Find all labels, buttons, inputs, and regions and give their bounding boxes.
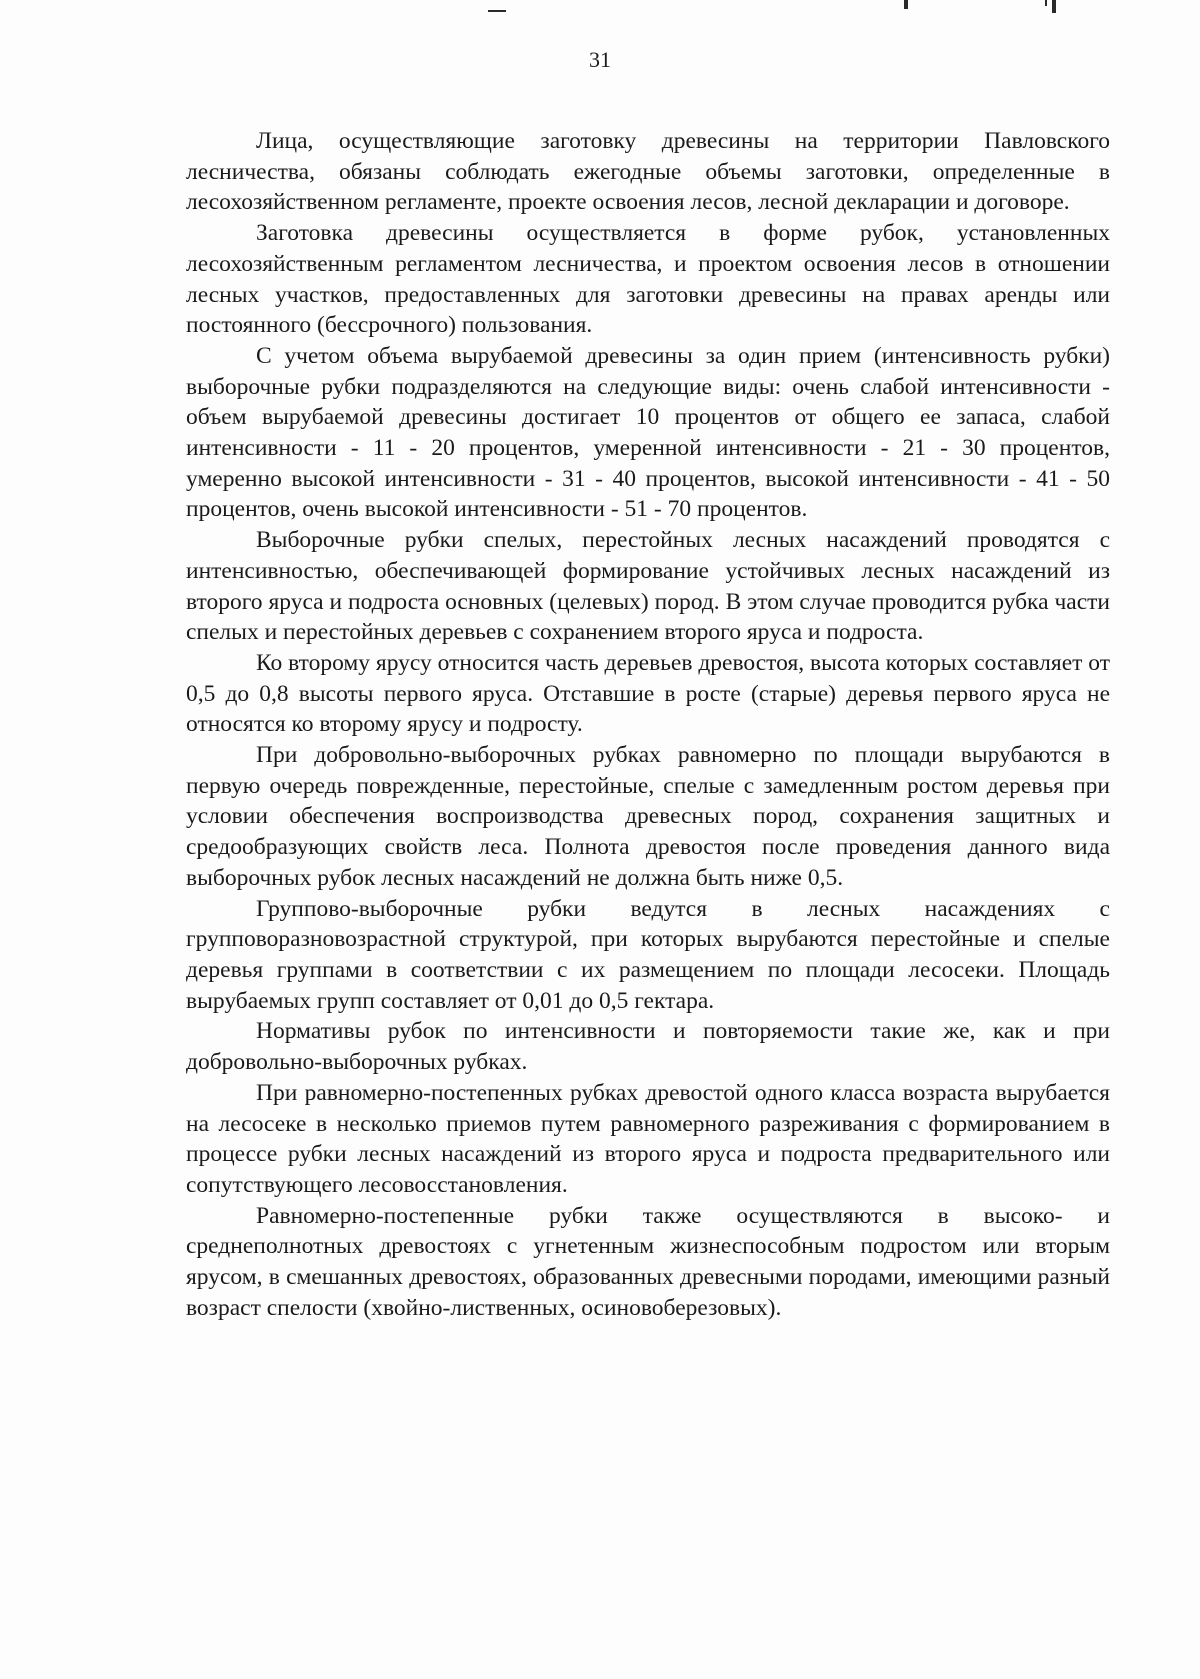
scan-artifact — [1045, 0, 1047, 6]
paragraph: Заготовка древесины осуществляется в форме рубок, установленных лесохозяйственным регламентом лесничества, и проектом освоения лесов в отношении лесных участков, предоставленных для заготовки древесины на правах аренды или постоянного (бессрочного) пользования. — [186, 220, 1110, 339]
scan-artifact — [904, 0, 908, 9]
body-text — [186, 126, 1110, 1323]
page-number: 31 — [589, 47, 611, 72]
paragraph: Группово-выборочные рубки ведутся в лесных насаждениях с групповоразновозрастной структурой, при которых вырубаются перестойные и спелые деревья группами в соответствии с их размещением по площади лесосеки. Площадь вырубаемых групп составляет от 0,01 до 0,5 гектара. — [186, 895, 1110, 1014]
paragraph: Лица, осуществляющие заготовку древесины на территории Павловского лесничества, обязаны соблюдать ежегодные объемы заготовки, определенные в лесохозяйственном регламенте, проекте освоения лесов, лесной декларации и договоре. — [186, 128, 1110, 216]
paragraph: С учетом объема вырубаемой древесины за один прием (интенсивность рубки) выборочные рубки подразделяются на следующие виды: очень слабой интенсивности - объем вырубаемой древесины достигает 10 процентов от общего ее запаса, слабой интенсивности - 11 - 20 процентов, умеренной интенсивности - 21 - 30 процентов, умеренно высокой интенсивности - 31 - 40 процентов, высокой интенсивности - 41 - 50 процентов, очень высокой интенсивности - 51 - 70 процентов. — [186, 342, 1110, 523]
scan-artifact — [1052, 0, 1056, 13]
paragraph: При добровольно-выборочных рубках равномерно по площади вырубаются в первую очередь поврежденные, перестойные, спелые с замедленным ростом деревья при условии обеспечения воспроизводства древесных пород, сохранения защитных и средообразующих свойств леса. Полнота древостоя после проведения данного вида выборочных рубок лесных насаждений не должна быть ниже 0,5. — [186, 742, 1110, 891]
paragraph: Выборочные рубки спелых, перестойных лесных насаждений проводятся с интенсивностью, обеспечивающей формирование устойчивых лесных насаждений из второго яруса и подроста основных (целевых) пород. В этом случае проводится рубка части спелых и перестойных деревьев с сохранением второго яруса и подроста. — [186, 527, 1110, 646]
paragraph: При равномерно-постепенных рубках древостой одного класса возраста вырубается на лесосеке в несколько приемов путем равномерного разреживания с формированием в процессе рубки лесных насаждений из второго яруса и подроста предварительного или сопутствующего лесовосстановления. — [186, 1079, 1110, 1198]
scan-artifact — [488, 10, 506, 12]
paragraph: Ко второму ярусу относится часть деревьев древостоя, высота которых составляет от 0,5 до 0,8 высоты первого яруса. Отставшие в росте (старые) деревья первого яруса не относятся ко второму ярусу и подросту. — [186, 649, 1110, 738]
paragraph: Равномерно-постепенные рубки также осуществляются в высоко- и среднеполнотных древостоях с угнетенным жизнеспособным подростом или вторым ярусом, в смешанных древостоях, образованных древесными породами, имеющими разный возраст спелости (хвойно-лиственных, осиновоберезовых). — [186, 1202, 1110, 1321]
paragraph: Нормативы рубок по интенсивности и повторяемости такие же, как и при добровольно-выборочных рубках. — [186, 1018, 1110, 1076]
